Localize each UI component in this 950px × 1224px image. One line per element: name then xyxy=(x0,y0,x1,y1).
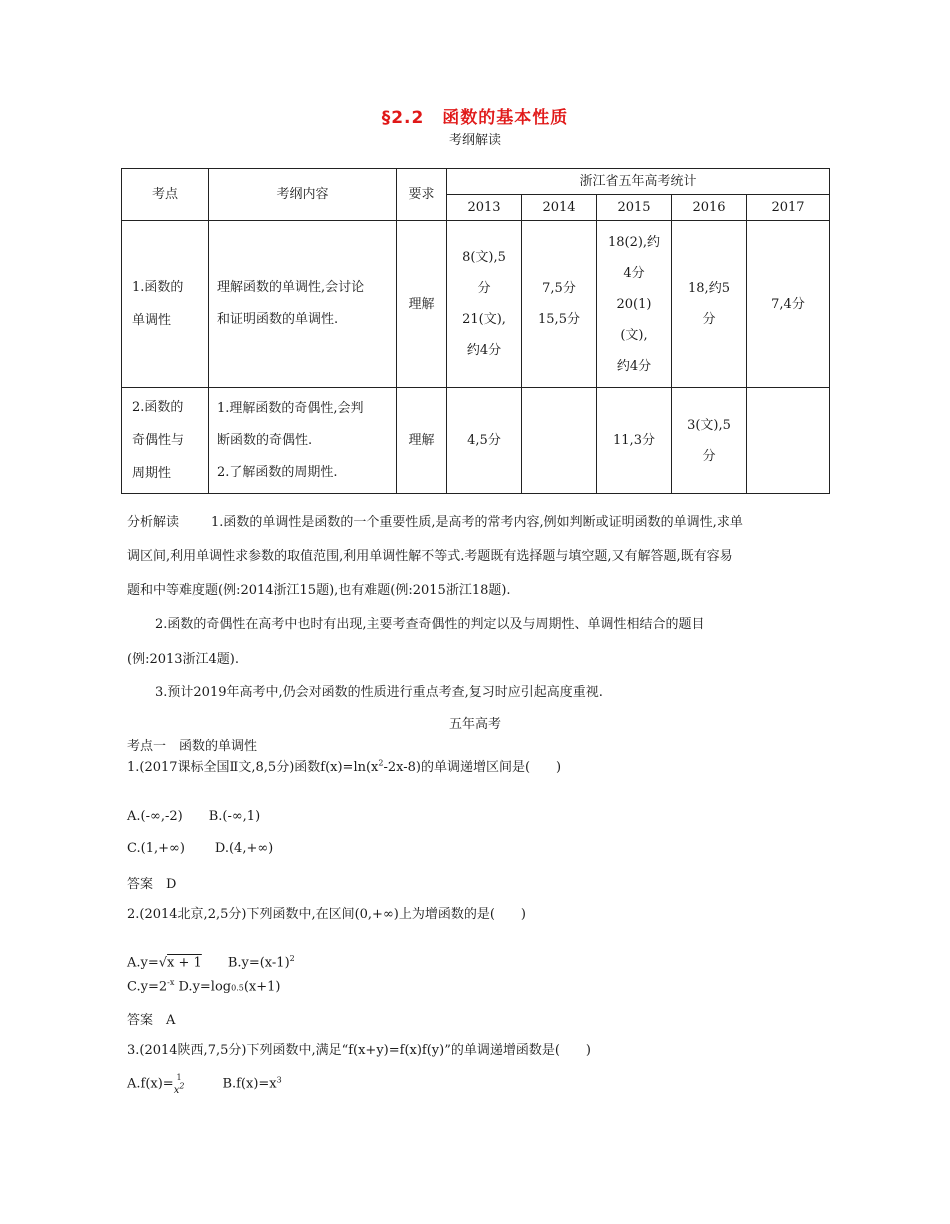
analysis-line: 调区间,利用单调性求参数的取值范围,利用单调性解不等式.考题既有选择题与填空题,又有解答题,既有容易 xyxy=(127,549,733,564)
analysis-line: 2.函数的奇偶性在高考中也时有出现,主要考查奇偶性的判定以及与周期性、单调性相结合的题目 xyxy=(155,617,705,632)
analysis-line: (例:2013浙江4题). xyxy=(127,652,240,667)
stat-cell: 8(文),5 分 21(文), 约4分 xyxy=(447,221,522,388)
section-subtitle: 考纲解读 xyxy=(448,133,501,148)
option-line: A.f(x)= 1 $x^2$ $B.f(x)=x^3$ xyxy=(127,1073,282,1097)
option-c: C.y=2 xyxy=(127,979,168,995)
question-stem: 1.(2017课标全国Ⅱ文,8,5分)函数$f(x)=\ln(x^2-2x-8)$的单调递增区间是( ) xyxy=(127,758,562,775)
option-d: D.y=log xyxy=(174,979,232,995)
content-cell: 理解函数的单调性,会讨论 和证明函数的单调性. xyxy=(209,221,397,388)
fraction: 1 $x^2$ xyxy=(173,1073,185,1097)
content-cell: 1.理解函数的奇偶性,会判 断函数的奇偶性. 2.了解函数的周期性. xyxy=(209,388,397,494)
option-d: D.(4,+∞) xyxy=(214,841,274,856)
header-year: 2017 xyxy=(747,195,830,221)
stat-cell: 7,4分 xyxy=(747,221,830,388)
header-year: 2013 xyxy=(447,195,522,221)
page-title: §2.2 函数的基本性质 xyxy=(381,108,569,128)
header-stats: 浙江省五年高考统计 xyxy=(447,169,830,195)
analysis-line: 分析解读 1.函数的单调性是函数的一个重要性质,是高考的常考内容,例如判断或证明函数的单调性,求单 xyxy=(127,515,743,530)
answer: 答案 D xyxy=(127,877,177,892)
kaodian-cell: 1.函数的 单调性 xyxy=(122,221,209,388)
stat-cell: 3(文),5 分 xyxy=(672,388,747,494)
header-year: 2015 xyxy=(597,195,672,221)
exam-outline-table xyxy=(121,168,830,494)
analysis-line: 题和中等难度题(例:2014浙江15题),也有难题(例:2015浙江18题). xyxy=(127,583,511,598)
table-row xyxy=(122,221,830,388)
option-a: A.y=√ xyxy=(127,955,168,971)
option-b: B.y=(x-1) xyxy=(227,955,290,971)
option-b: B.(-∞,1) xyxy=(208,809,261,824)
stat-cell xyxy=(747,388,830,494)
option-line: $C.y=2^{-x}$ D.y=log0.5(x+1) xyxy=(127,978,281,995)
section-heading: 五年高考 xyxy=(448,717,501,732)
option-b: B.f(x)=x xyxy=(222,1076,277,1092)
kaodian-cell: 2.函数的 奇偶性与 周期性 xyxy=(122,388,209,494)
option-line: A.y=√x + 1 $B.y=(x-1)^2$ xyxy=(127,954,295,971)
stat-cell: 11,3分 xyxy=(597,388,672,494)
stat-cell xyxy=(522,388,597,494)
option-a: A.(-∞,-2) xyxy=(127,809,183,824)
option-line xyxy=(127,809,260,824)
option-a: A.f(x)= xyxy=(127,1076,174,1092)
header-year: 2016 xyxy=(672,195,747,221)
stat-cell: 18,约5 分 xyxy=(672,221,747,388)
analysis-label: 分析解读 xyxy=(127,515,180,530)
kaodian-heading: 考点一 函数的单调性 xyxy=(127,739,258,754)
answer: 答案 A xyxy=(127,1013,176,1028)
header-year: 2014 xyxy=(522,195,597,221)
header-content: 考纲内容 xyxy=(209,169,397,221)
question-stem: 2.(2014北京,2,5分)下列函数中,在区间(0,+∞)上为增函数的是( ) xyxy=(127,907,526,922)
stat-cell: 4,5分 xyxy=(447,388,522,494)
header-requirement: 要求 xyxy=(397,169,447,221)
option-c: C.(1,+∞) xyxy=(127,841,185,856)
requirement-cell: 理解 xyxy=(397,388,447,494)
header-kaodian: 考点 xyxy=(122,169,209,221)
option-line xyxy=(127,841,273,856)
requirement-cell: 理解 xyxy=(397,221,447,388)
question-stem: 3.(2014陕西,7,5分)下列函数中,满足“f(x+y)=f(x)f(y)”的单调递增函数是( ) xyxy=(127,1043,592,1058)
stat-cell: 18(2),约 4分 20(1) (文), 约4分 xyxy=(597,221,672,388)
stat-cell: 7,5分 15,5分 xyxy=(522,221,597,388)
table-row xyxy=(122,388,830,494)
analysis-line: 3.预计2019年高考中,仍会对函数的性质进行重点考查,复习时应引起高度重视. xyxy=(155,685,603,700)
